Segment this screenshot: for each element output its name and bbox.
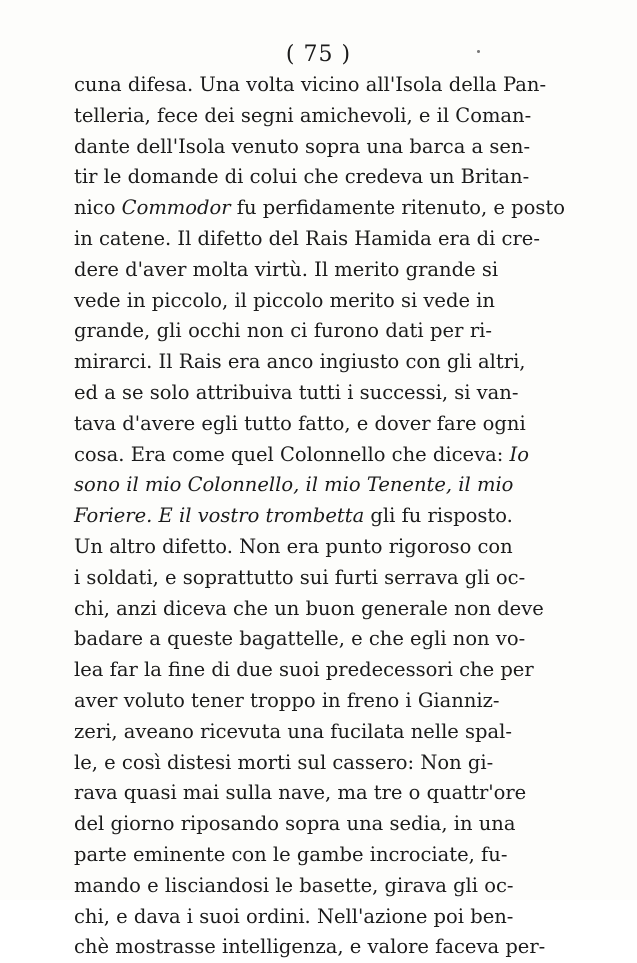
line-text: zeri, aveano ricevuta una fucilata nelle spal-	[74, 719, 512, 743]
line-text: tir le domande di colui che credeva un Britan-	[74, 165, 530, 189]
line-text: Un altro difetto. Non era punto rigoroso con	[74, 534, 513, 558]
text-line	[74, 501, 513, 532]
text-line	[74, 193, 565, 224]
text-line	[74, 778, 527, 809]
line-text: lea far la fine di due suoi predecessori che per	[74, 658, 534, 682]
text-line	[74, 686, 500, 717]
text-line	[74, 532, 513, 563]
italic-text: sono il mio Colonnello, il mio Tenente, il mio	[74, 473, 514, 497]
line-text: nico	[74, 196, 122, 220]
line-text: rava quasi mai sulla nave, ma tre o quattr'ore	[74, 781, 527, 805]
line-text: grande, gli occhi non ci furono dati per ri-	[74, 319, 492, 343]
text-line	[74, 594, 544, 625]
text-line	[74, 440, 529, 471]
text-line	[74, 70, 547, 101]
line-text: mirarci. Il Rais era anco ingiusto con gli altri,	[74, 350, 526, 374]
line-text: dere d'aver molta virtù. Il merito grande si	[74, 257, 499, 281]
text-line	[74, 563, 526, 594]
line-text: del giorno riposando sopra una sedia, in una	[74, 812, 516, 836]
line-text: le, e così distesi morti sul cassero: Non gi-	[74, 750, 494, 774]
text-line	[74, 840, 508, 871]
line-text: dante dell'Isola venuto sopra una barca a sen-	[74, 134, 531, 158]
italic-text: Io	[509, 442, 529, 466]
line-text: tava d'avere egli tutto fatto, e dover fare ogni	[74, 411, 526, 435]
text-line	[74, 655, 534, 686]
text-line	[74, 316, 492, 347]
text-line	[74, 902, 514, 933]
line-text: chi, e dava i suoi ordini. Nell'azione poi ben-	[74, 904, 514, 928]
text-line	[74, 871, 514, 902]
text-line	[74, 809, 516, 840]
body-text	[74, 70, 565, 963]
text-line	[74, 162, 530, 193]
text-line	[74, 224, 540, 255]
text-line	[74, 255, 499, 286]
line-text: telleria, fece dei segni amichevoli, e il Coman-	[74, 103, 532, 127]
text-line	[74, 932, 546, 963]
text-line	[74, 717, 512, 748]
italic-text: Commodor	[121, 196, 231, 220]
line-text: chi, anzi diceva che un buon generale non deve	[74, 596, 544, 620]
line-text: vede in piccolo, il piccolo merito si vede in	[74, 288, 495, 312]
italic-text: Foriere. E il vostro trombetta	[74, 504, 365, 528]
page-number: ( 75 )	[285, 42, 352, 67]
text-line	[74, 748, 492, 779]
line-text: chè mostrasse intelligenza, e valore faceva per-	[74, 935, 546, 959]
text-line	[74, 347, 526, 378]
text-line	[74, 409, 526, 440]
line-text: badare a queste bagattelle, e che egli non vo-	[74, 627, 526, 651]
line-text: cosa. Era come quel Colonnello che diceva:	[74, 442, 510, 466]
line-text: gli fu risposto.	[364, 504, 513, 528]
line-text: in catene. Il difetto del Rais Hamida era di cre-	[74, 226, 540, 250]
line-text: ed a se solo attribuiva tutti i successi, si van-	[74, 380, 519, 404]
line-text: mando e lisciandosi le basette, girava gli oc-	[74, 873, 514, 897]
text-line	[74, 101, 532, 132]
text-line	[74, 470, 514, 501]
text-line	[74, 624, 526, 655]
paper-speck	[477, 50, 480, 53]
text-line	[74, 132, 531, 163]
line-text: i soldati, e soprattutto sui furti serrava gli oc-	[74, 565, 526, 589]
line-text: cuna difesa. Una volta vicino all'Isola della Pan-	[74, 73, 547, 96]
line-text: aver voluto tener troppo in freno i Gianniz-	[74, 688, 500, 712]
text-line	[74, 286, 495, 317]
line-text: parte eminente con le gambe incrociate, fu-	[74, 842, 508, 866]
text-line	[74, 378, 519, 409]
line-text: fu perfidamente ritenuto, e posto	[230, 196, 565, 220]
